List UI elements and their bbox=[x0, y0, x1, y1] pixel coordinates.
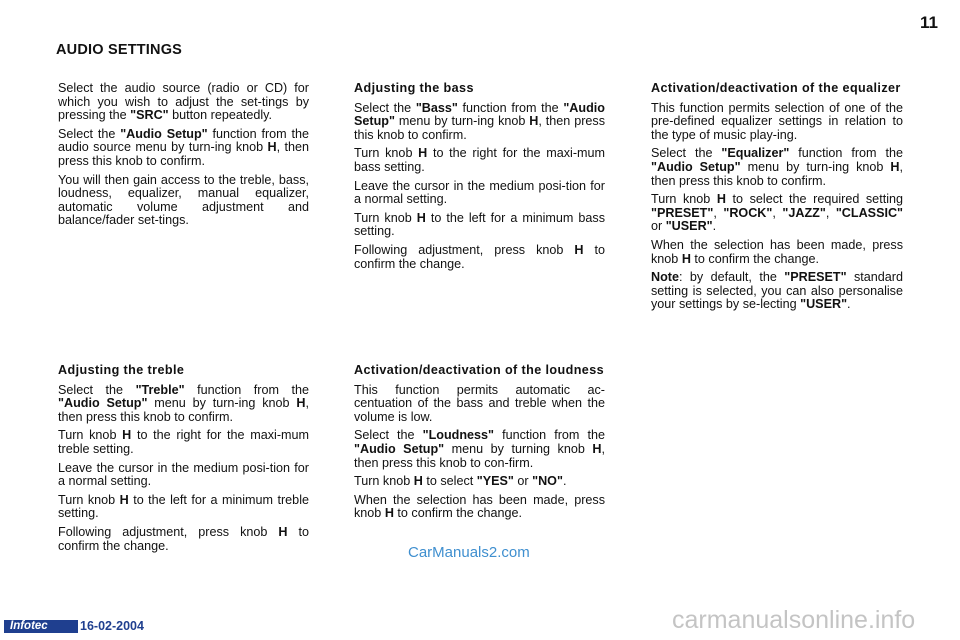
footer-date: 16-02-2004 bbox=[80, 619, 144, 633]
page-number: 11 bbox=[920, 13, 938, 32]
equalizer-note: Note: by default, the "PRESET" standard setting is selected, you can also personalise your settings by se-lecting "USER". bbox=[651, 270, 903, 312]
loudness-paragraph-1: This function permits automatic ac-centuation of the bass and treble when the volume is low. bbox=[354, 382, 605, 424]
intro-paragraph-2: Select the "Audio Setup" function from the audio source menu by turn-ing knob H, then press this knob to confirm. bbox=[58, 126, 310, 168]
page-title: AUDIO SETTINGS bbox=[56, 42, 183, 58]
bass-paragraph-2: Turn knob H to the right for the maxi-mum bass setting. bbox=[354, 146, 605, 174]
carmanuals-watermark: CarManuals2.com bbox=[408, 544, 530, 561]
intro-section bbox=[58, 82, 309, 233]
loudness-paragraph-2: Select the "Loudness" function from the "Audio Setup" menu by turning knob H, then press this knob to con-firm. bbox=[354, 428, 605, 470]
infotec-logo: Infotec bbox=[10, 620, 48, 632]
treble-paragraph-4: Turn knob H to the left for a minimum treble setting. bbox=[58, 492, 309, 521]
equalizer-heading: Activation/deactivation of the equalizer bbox=[651, 81, 901, 95]
loudness-paragraph-4: When the selection has been made, press knob H to confirm the change. bbox=[354, 492, 605, 521]
treble-section bbox=[58, 364, 309, 558]
treble-paragraph-1: Select the "Treble" function from the "Audio Setup" menu by turn-ing knob H, then press this knob to confirm. bbox=[58, 382, 309, 424]
equalizer-paragraph-2: Select the "Equalizer" function from the "Audio Setup" menu by turn-ing knob H, then press this knob to confirm. bbox=[651, 146, 903, 188]
intro-paragraph-1: Select the audio source (radio or CD) for which you wish to adjust the set-tings by pressing the "SRC" button repeatedly. bbox=[58, 81, 309, 123]
loudness-section bbox=[354, 364, 605, 526]
equalizer-paragraph-3: Turn knob H to select the required setting "PRESET", "ROCK", "JAZZ", "CLASSIC" or "USER". bbox=[651, 192, 904, 234]
bass-paragraph-1: Select the "Bass" function from the "Audio Setup" menu by turn-ing knob H, then press this knob to confirm. bbox=[354, 100, 605, 142]
bass-section bbox=[354, 82, 605, 276]
treble-paragraph-2: Turn knob H to the right for the maxi-mum treble setting. bbox=[58, 428, 309, 456]
carmanualsonline-watermark: carmanualsonline.info bbox=[672, 606, 916, 634]
equalizer-paragraph-4: When the selection has been made, press knob H to confirm the change. bbox=[651, 237, 903, 266]
loudness-paragraph-3: Turn knob H to select "YES" or "NO". bbox=[354, 474, 567, 489]
intro-paragraph-3: You will then gain access to the treble, bass, loudness, equalizer, manual equalizer, automatic volume adjustment and balance/fader set-tings. bbox=[58, 172, 309, 228]
equalizer-paragraph-1: This function permits selection of one of the pre-defined equalizer settings in relation to the type of music play-ing. bbox=[651, 100, 903, 142]
bass-heading: Adjusting the bass bbox=[354, 81, 474, 95]
equalizer-section bbox=[651, 82, 903, 317]
bass-paragraph-5: Following adjustment, press knob H to confirm the change. bbox=[354, 242, 605, 271]
loudness-heading: Activation/deactivation of the loudness bbox=[354, 363, 605, 377]
treble-paragraph-3: Leave the cursor in the medium posi-tion for a normal setting. bbox=[58, 460, 309, 489]
bass-paragraph-3: Leave the cursor in the medium posi-tion for a normal setting. bbox=[354, 178, 605, 207]
treble-paragraph-5: Following adjustment, press knob H to confirm the change. bbox=[58, 524, 309, 553]
treble-heading: Adjusting the treble bbox=[58, 363, 185, 377]
bass-paragraph-4: Turn knob H to the left for a minimum bass setting. bbox=[354, 210, 606, 239]
